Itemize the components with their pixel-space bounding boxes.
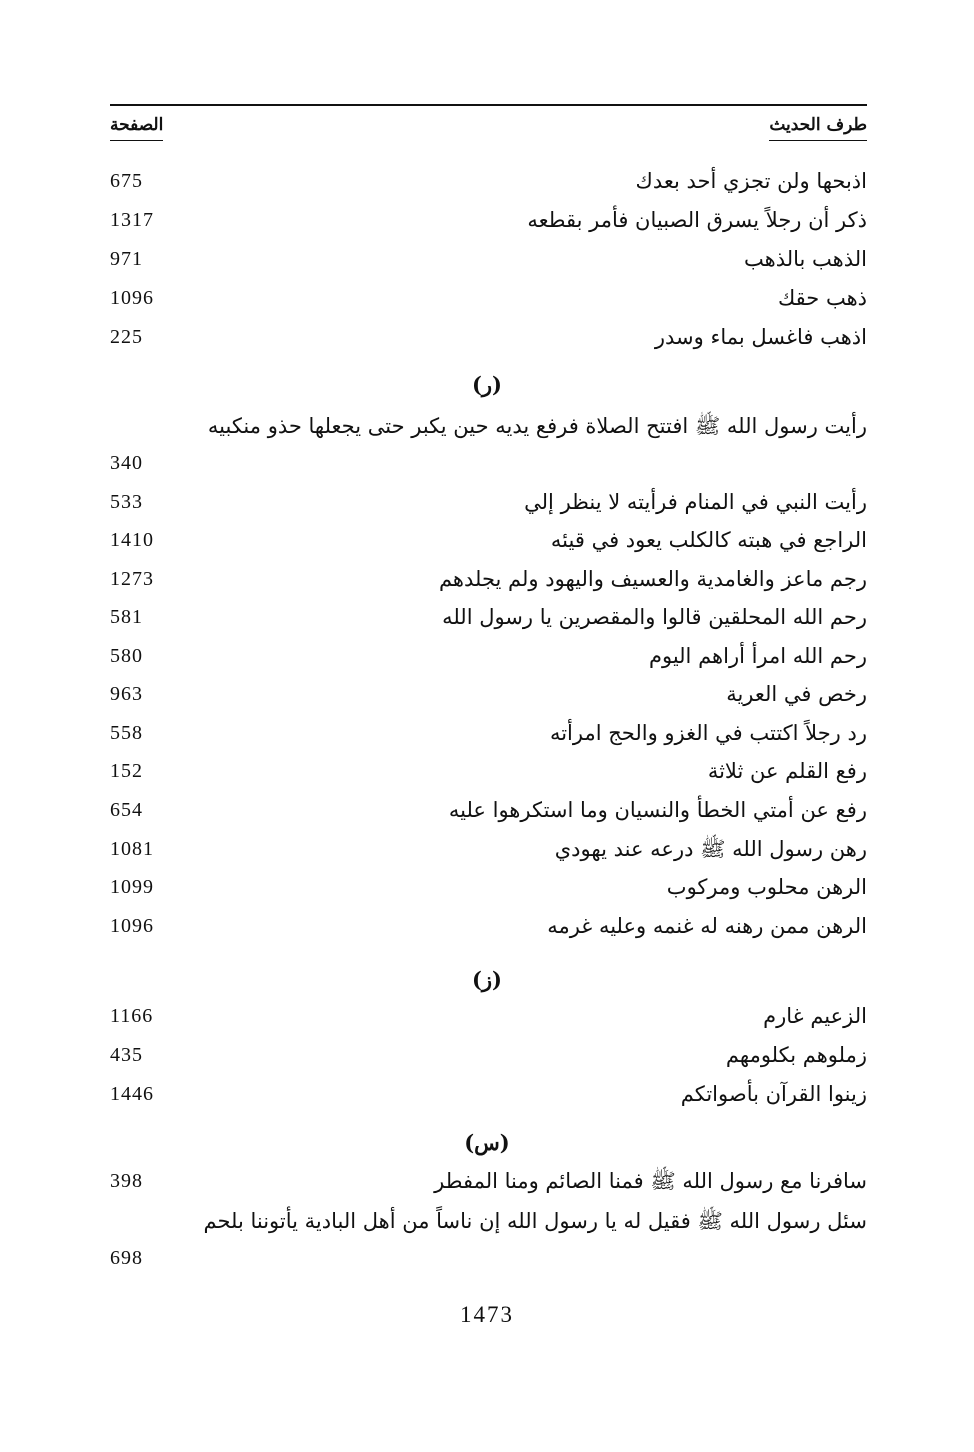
entry-text: زينوا القرآن بأصواتكم (680, 1082, 867, 1106)
entry-text: الذهب بالذهب (744, 247, 867, 271)
entry-text: رهن رسول الله ﷺ درعه عند يهودي (554, 837, 867, 861)
entry-text: الراجع في هبته كالكلب يعود في قيئه (550, 528, 867, 552)
column-header-hadith: طرف الحديث (769, 114, 867, 141)
entry-text: رحم الله امرأ أراهم اليوم (648, 644, 867, 668)
entry-page: 435 (110, 1044, 143, 1066)
entry-text: سافرنا مع رسول الله ﷺ فمنا الصائم ومنا المفطر (434, 1169, 867, 1193)
entry-page: 963 (110, 683, 143, 705)
page-number: 1473 (460, 1302, 514, 1327)
entry-text: اذهب فاغسل بماء وسدر (654, 325, 867, 349)
entry-page: 398 (110, 1170, 143, 1192)
entry-page: 971 (110, 248, 143, 270)
entry-page: 1099 (110, 876, 154, 898)
entry-page: 340 (110, 452, 143, 474)
entry-text: رجم ماعز والغامدية والعسيف واليهود ولم يجلدهم (438, 567, 867, 591)
entry-page: 558 (110, 722, 143, 744)
entry-text: رحم الله المحلقين قالوا والمقصرين يا رسول الله (442, 605, 867, 629)
entry-text: زملوهم بكلومهم (725, 1043, 867, 1067)
entry-text: رخص في العرية (726, 682, 867, 706)
entry-page: 533 (110, 491, 143, 513)
entry-page: 1096 (110, 287, 154, 309)
entry-page: 580 (110, 645, 143, 667)
entry-page: 581 (110, 606, 143, 628)
entry-page: 1273 (110, 568, 154, 590)
entry-text: رأيت النبي في المنام فرأيته لا ينظر إلي (524, 490, 867, 514)
entry-page: 152 (110, 760, 143, 782)
entry-text: الزعيم غارم (763, 1004, 867, 1028)
entry-text: رفع عن أمتي الخطأ والنسيان وما استكرهوا عليه (448, 798, 867, 822)
entry-page: 1096 (110, 915, 154, 937)
entry-text: رد رجلاً اكتتب في الغزو والحج امرأته (549, 721, 867, 745)
section-letter: (س) (464, 1130, 510, 1155)
section-letter: (ز) (471, 967, 502, 992)
entry-text: رأيت رسول الله ﷺ افتتح الصلاة فرفع يديه حين يكبر حتى يجعلها حذو منكبيه (207, 414, 867, 438)
entry-page: 675 (110, 170, 143, 192)
entry-text: ذهب حقك (777, 286, 867, 310)
entry-text: الرهن ممن رهنه له غنمه وعليه غرمه (547, 914, 867, 938)
entry-page: 225 (110, 326, 143, 348)
entry-text: رفع القلم عن ثلاثة (707, 759, 867, 783)
entry-page: 654 (110, 799, 143, 821)
entry-page: 1410 (110, 529, 154, 551)
entry-text: اذبحها ولن تجزي أحد بعدك (635, 169, 867, 193)
entry-page: 1317 (110, 209, 154, 231)
column-header-page: الصفحة (110, 114, 163, 141)
entry-page: 1081 (110, 838, 154, 860)
entry-text: الرهن محلوب ومركوب (666, 875, 867, 899)
entry-text: ذكر أن رجلاً يسرق الصبيان فأمر بقطعه (527, 208, 867, 232)
section-letter: (ر) (471, 372, 502, 397)
top-rule (110, 104, 867, 106)
entry-page: 1446 (110, 1083, 154, 1105)
entry-page: 1166 (110, 1005, 154, 1027)
entry-page: 698 (110, 1247, 143, 1269)
entry-text: سئل رسول الله ﷺ فقيل له يا رسول الله إن ناساً من أهل البادية يأتوننا بلحم (203, 1209, 867, 1233)
